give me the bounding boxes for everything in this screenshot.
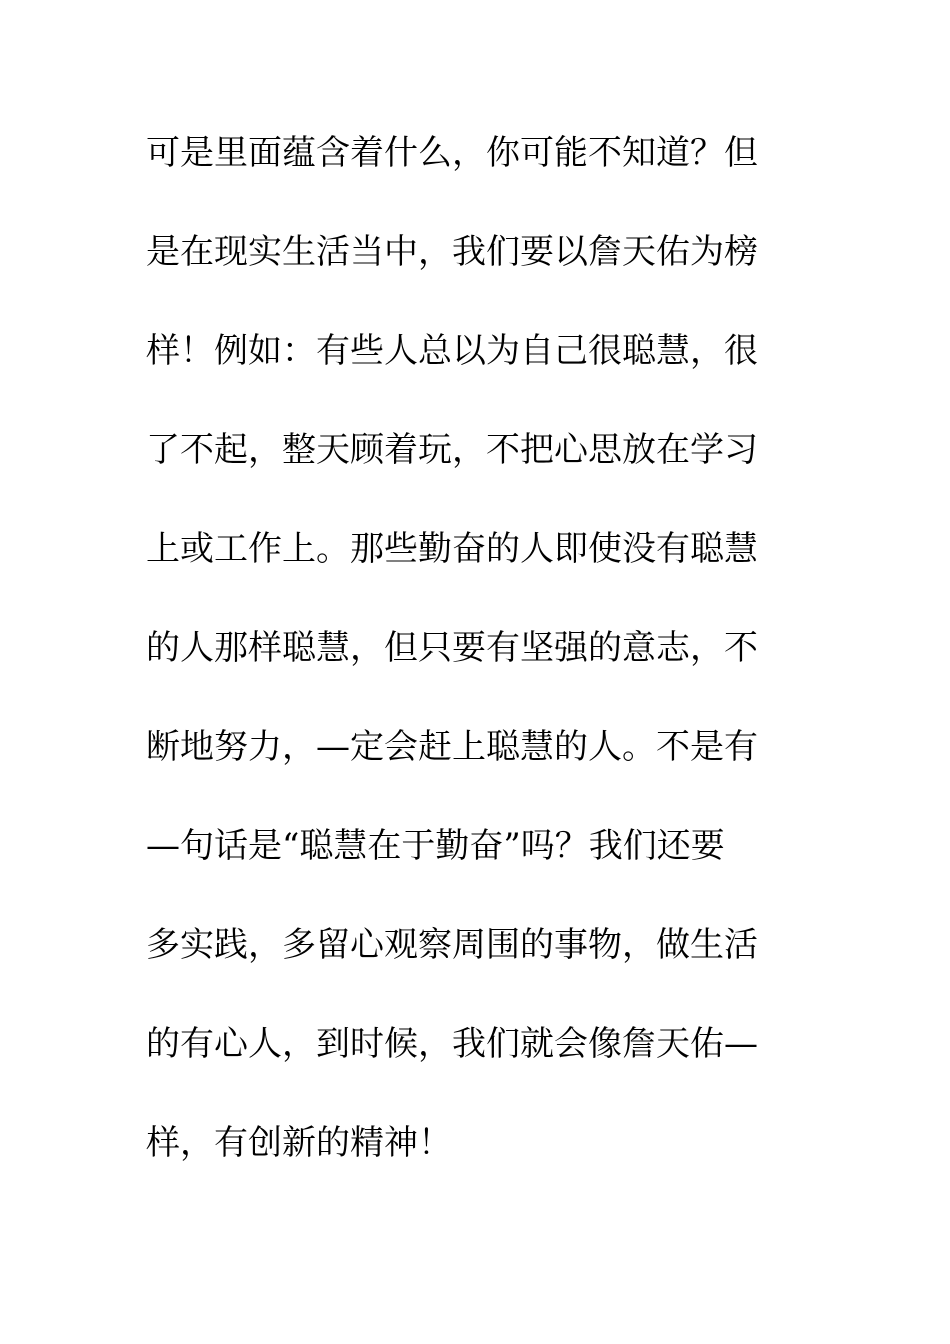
text-line: 断地努力，—定会赶上聪慧的人。不是有	[146, 727, 758, 767]
text-line: 的有心人，到时候，我们就会像詹天佑—	[146, 1024, 758, 1064]
text-line: 了不起，整天顾着玩，不把心思放在学习	[146, 430, 758, 470]
text-line: 上或工作上。那些勤奋的人即使没有聪慧	[146, 529, 758, 569]
text-line: 是在现实生活当中，我们要以詹天佑为榜	[146, 232, 758, 272]
text-line: 多实践，多留心观察周围的事物，做生活	[146, 925, 758, 965]
text-line: 可是里面蕴含着什么，你可能不知道？但	[146, 133, 758, 173]
body-paragraph	[146, 126, 786, 1215]
text-line: 的人那样聪慧，但只要有坚强的意志，不	[146, 628, 758, 668]
text-line: 样，有创新的精神！	[146, 1123, 452, 1163]
text-line: 样！例如：有些人总以为自己很聪慧，很	[146, 331, 758, 371]
text-line: —句话是“聪慧在于勤奋”吗？我们还要	[146, 826, 725, 866]
